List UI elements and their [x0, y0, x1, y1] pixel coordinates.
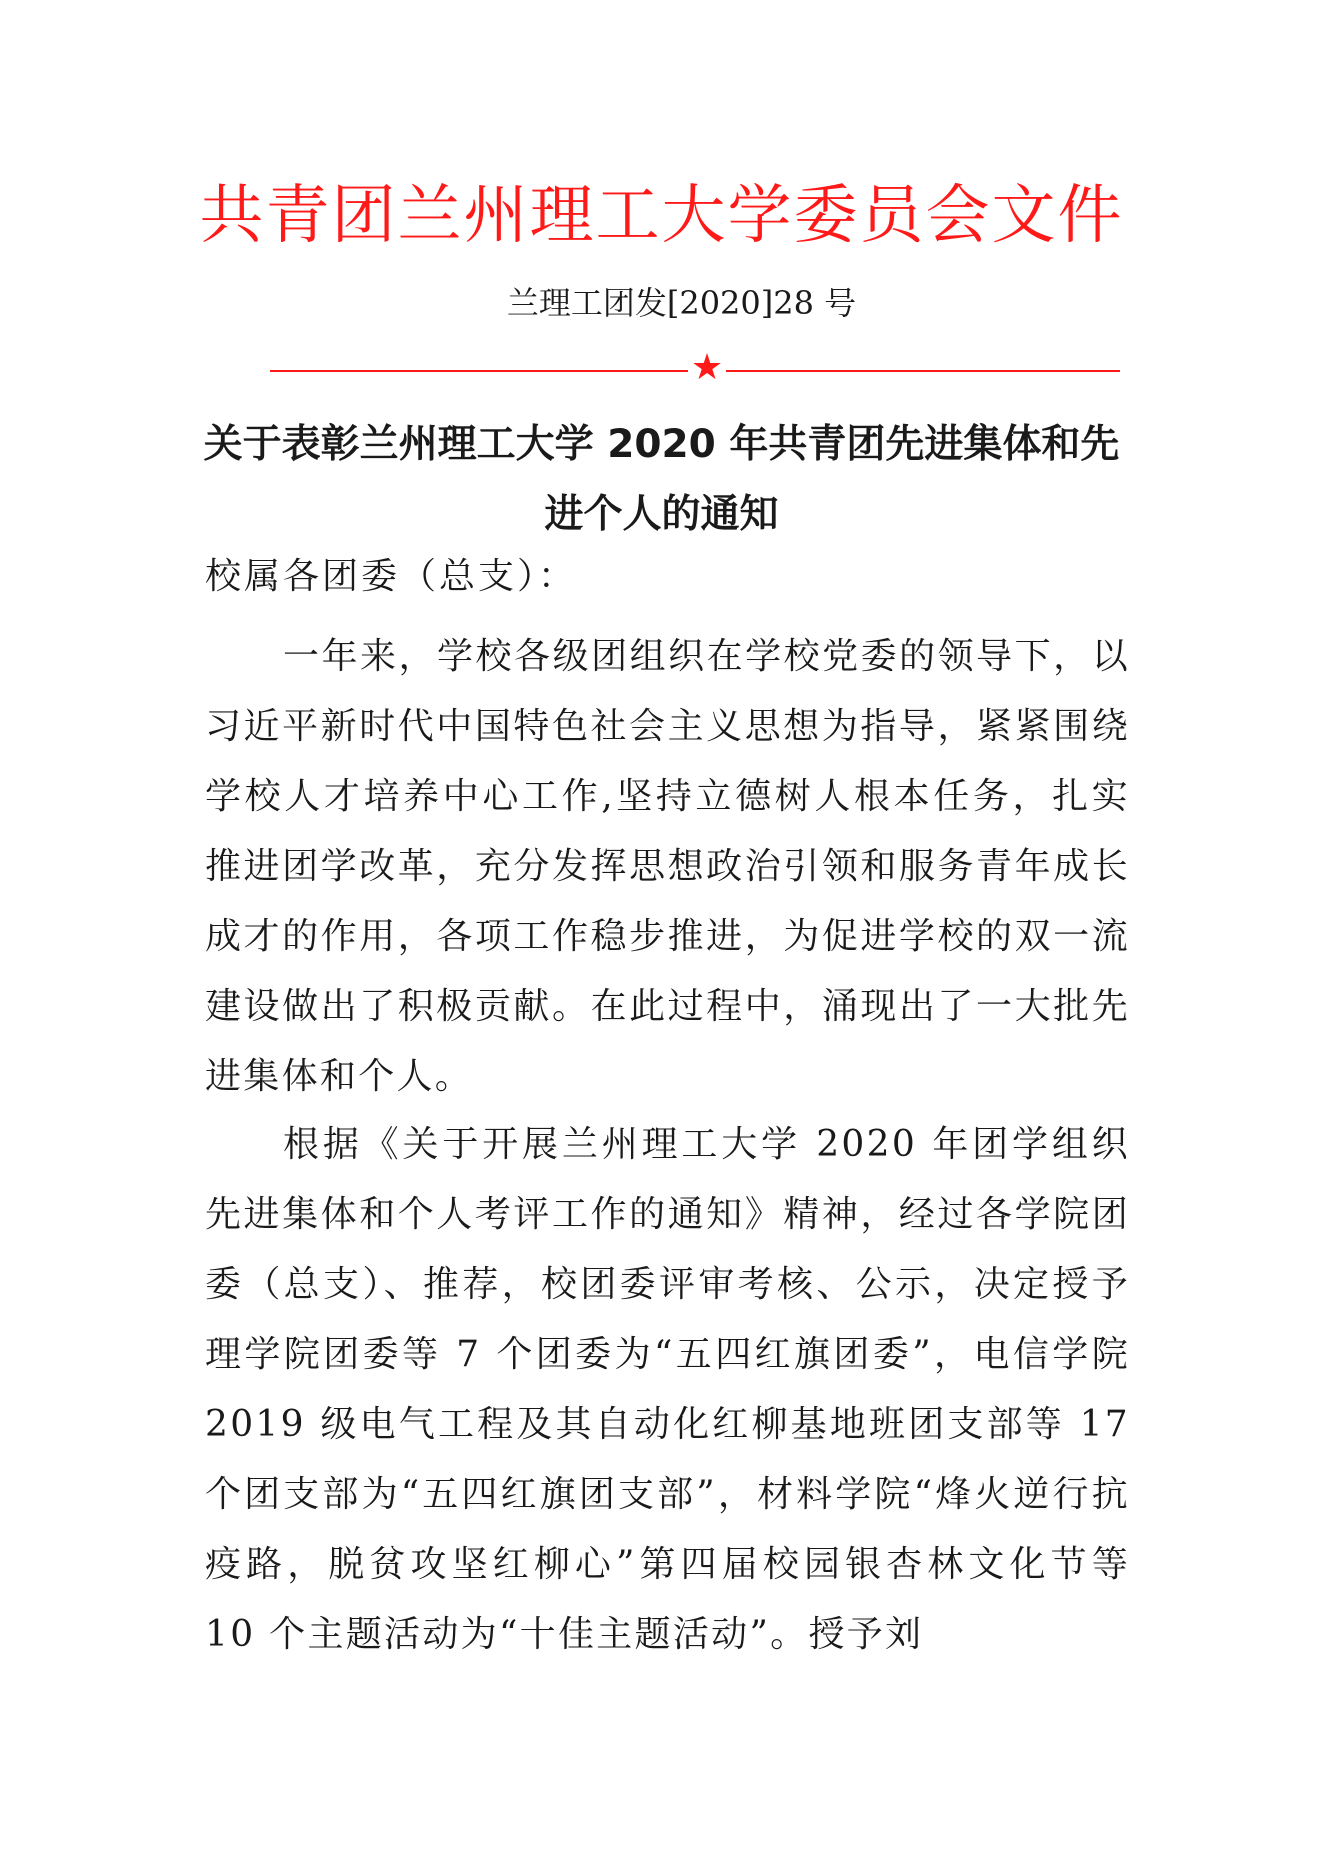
notice-title-line-2: 进个人的通知 — [544, 492, 779, 537]
salutation: 校属各团委（总支）： — [205, 556, 578, 597]
separator-line-right — [726, 370, 1120, 372]
notice-title — [200, 410, 1123, 550]
body-paragraph-2: 根据《关于开展兰州理工大学 2020 年团学组织先进集体和个人考评工作的通知》精神，经过各学院团委（总支）、推荐，校团委评审考核、公示，决定授予理学院团委等 7 个团委为“五四红旗团委”，电信学院 2019 级电气工程及其自动化红柳基地班团支部等 17 个团支部为“五四红旗团支部”，材料学院“烽火逆行抗疫路，脱贫攻坚红柳心”第四届校园银杏林文化节等 10 个主题活动为“十佳主题活动”。授予刘 — [205, 1124, 1130, 1655]
star-icon: ★ — [690, 347, 724, 388]
body-paragraph-1: 一年来，学校各级团组织在学校党委的领导下，以习近平新时代中国特色社会主义思想为指导，紧紧围绕学校人才培养中心工作,坚持立德树人根本任务，扎实推进团学改革，充分发挥思想政治引领和服务青年成长成才的作用，各项工作稳步推进，为促进学校的双一流建设做出了积极贡献。在此过程中，涌现出了一大批先进集体和个人。 — [205, 636, 1130, 1097]
notice-title-line-1: 关于表彰兰州理工大学 2020 年共青团先进集体和先 — [203, 422, 1120, 467]
red-separator-rule — [270, 347, 1120, 388]
separator-line-left — [270, 370, 688, 372]
document-number: 兰理工团发[2020]28 号 — [506, 284, 857, 322]
issuer-header-title: 共青团兰州理工大学委员会文件 — [199, 179, 1124, 253]
